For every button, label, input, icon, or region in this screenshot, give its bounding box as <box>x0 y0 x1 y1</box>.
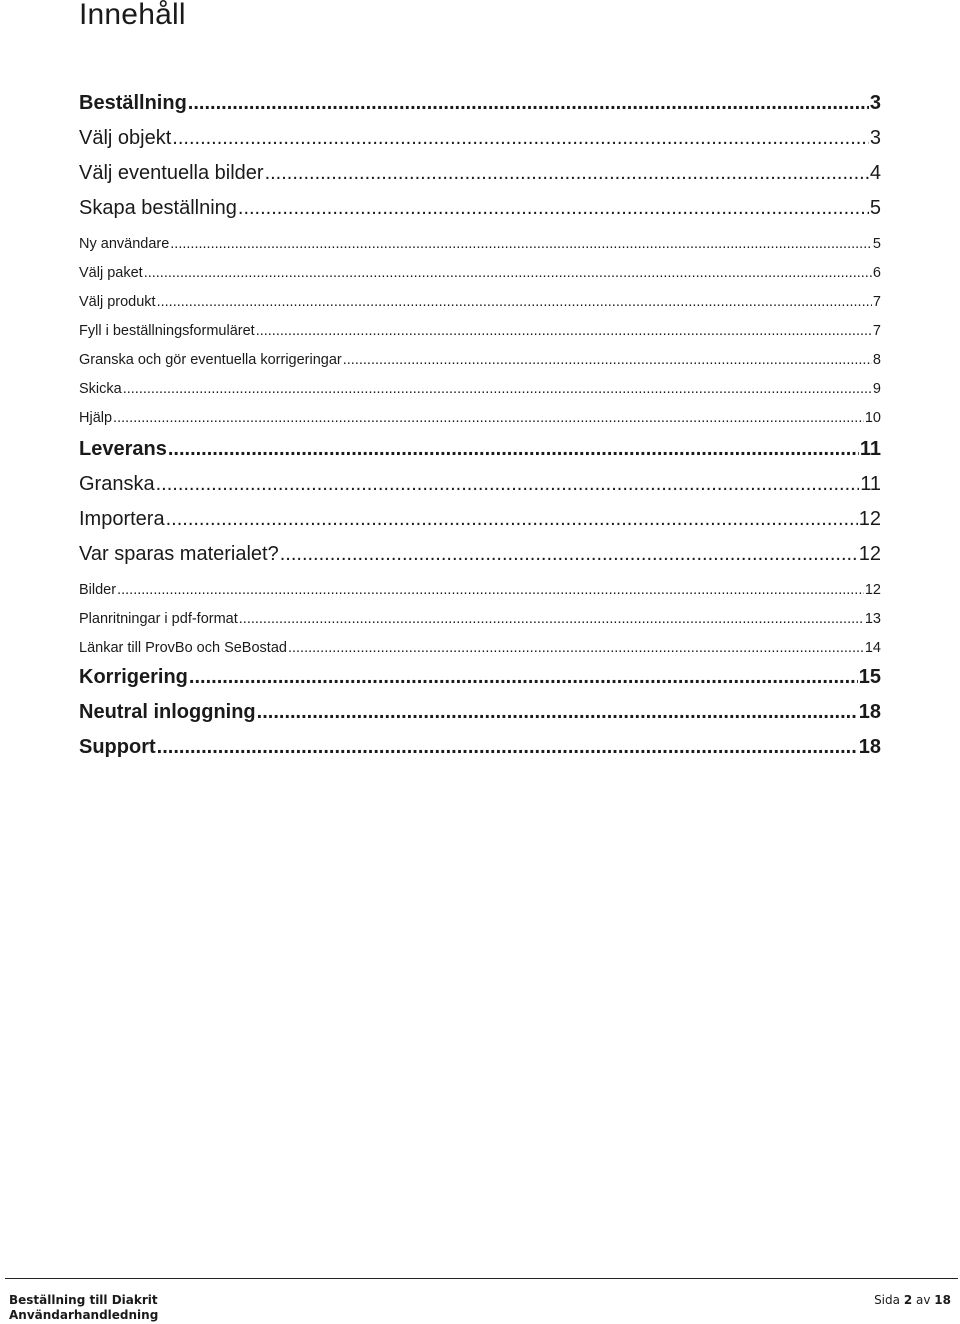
toc-entry-title: Ny användare <box>79 236 170 252</box>
footer-document-info <box>9 1293 158 1323</box>
footer-page-sep: av <box>916 1293 931 1307</box>
toc-entry[interactable] <box>79 543 881 566</box>
page-title: Innehåll <box>79 0 186 31</box>
toc-entry[interactable] <box>79 197 881 220</box>
toc-entry-title: Skicka <box>79 381 122 397</box>
toc-entry-title: Beställning <box>79 92 187 114</box>
toc-dot-leader <box>157 736 858 759</box>
toc-entry[interactable] <box>79 736 881 759</box>
toc-entry-page: 8 <box>872 352 881 368</box>
toc-dot-leader <box>156 473 860 496</box>
footer-document-title: Beställning till Diakrit <box>9 1293 158 1307</box>
toc-entry-title: Fyll i beställningsformuläret <box>79 323 255 339</box>
toc-entry-title: Support <box>79 736 156 758</box>
toc-entry-page: 14 <box>864 640 881 656</box>
toc-entry-page: 11 <box>859 438 881 460</box>
toc-dot-leader <box>170 236 872 252</box>
toc-entry-page: 12 <box>858 508 881 530</box>
toc-entry-title: Länkar till ProvBo och SeBostad <box>79 640 287 656</box>
toc-entry-title: Välj objekt <box>79 127 172 149</box>
toc-entry[interactable] <box>79 611 881 627</box>
toc-dot-leader <box>113 410 864 426</box>
toc-dot-leader <box>166 508 858 531</box>
toc-dot-leader <box>238 197 869 220</box>
toc-dot-leader <box>157 294 872 310</box>
toc-entry[interactable] <box>79 640 881 656</box>
toc-dot-leader <box>168 438 859 461</box>
toc-entry[interactable] <box>79 473 881 496</box>
toc-dot-leader <box>144 265 872 281</box>
toc-entry-title: Skapa beställning <box>79 197 237 219</box>
toc-entry-title: Välj eventuella bilder <box>79 162 264 184</box>
toc-entry-page: 18 <box>858 701 881 723</box>
toc-entry-page: 15 <box>858 666 881 688</box>
toc-dot-leader <box>189 666 858 689</box>
toc-entry[interactable] <box>79 294 881 310</box>
toc-entry[interactable] <box>79 438 881 461</box>
toc-entry[interactable] <box>79 508 881 531</box>
toc-dot-leader <box>117 582 864 598</box>
toc-entry-title: Neutral inloggning <box>79 701 256 723</box>
toc-entry-page: 10 <box>864 410 881 426</box>
toc-entry-title: Granska och gör eventuella korrigeringar <box>79 352 342 368</box>
toc-dot-leader <box>188 92 869 115</box>
toc-entry[interactable] <box>79 323 881 339</box>
toc-entry-page: 12 <box>864 582 881 598</box>
toc-dot-leader <box>280 543 858 566</box>
toc-dot-leader <box>265 162 869 185</box>
footer-divider <box>5 1278 958 1279</box>
toc-entry[interactable] <box>79 381 881 397</box>
toc-entry-title: Välj produkt <box>79 294 156 310</box>
toc-entry[interactable] <box>79 352 881 368</box>
toc-entry[interactable] <box>79 127 881 150</box>
toc-entry[interactable] <box>79 701 881 724</box>
toc-entry-title: Importera <box>79 508 165 530</box>
toc-entry[interactable] <box>79 92 881 115</box>
toc-entry-page: 7 <box>872 294 881 310</box>
toc-entry-title: Granska <box>79 473 155 495</box>
toc-entry-page: 5 <box>872 236 881 252</box>
toc-entry[interactable] <box>79 410 881 426</box>
toc-entry[interactable] <box>79 666 881 689</box>
toc-entry-page: 7 <box>872 323 881 339</box>
toc-entry-page: 3 <box>869 127 881 149</box>
toc-entry-title: Korrigering <box>79 666 188 688</box>
toc-dot-leader <box>288 640 864 656</box>
toc-dot-leader <box>257 701 858 724</box>
footer-page-number <box>874 1293 951 1308</box>
footer-page-total: 18 <box>934 1293 951 1307</box>
toc-entry-page: 11 <box>860 473 881 495</box>
footer-page-prefix: Sida <box>874 1293 900 1307</box>
toc-dot-leader <box>343 352 872 368</box>
toc-dot-leader <box>123 381 872 397</box>
toc-entry-title: Hjälp <box>79 410 113 426</box>
toc-entry[interactable] <box>79 582 881 598</box>
toc-entry-page: 13 <box>864 611 881 627</box>
footer-document-subtitle: Användarhandledning <box>9 1308 159 1322</box>
toc-entry-page: 9 <box>872 381 881 397</box>
toc-dot-leader <box>256 323 872 339</box>
toc-entry-page: 12 <box>858 543 881 565</box>
toc-entry-page: 6 <box>872 265 881 281</box>
toc-dot-leader <box>172 127 869 150</box>
toc-entry-page: 5 <box>869 197 881 219</box>
toc-entry[interactable] <box>79 236 881 252</box>
toc-entry-title: Bilder <box>79 582 117 598</box>
toc-entry-page: 3 <box>869 92 881 114</box>
toc-entry-page: 18 <box>858 736 881 758</box>
toc-entry-title: Planritningar i pdf-format <box>79 611 238 627</box>
toc-entry[interactable] <box>79 265 881 281</box>
toc-entry-page: 4 <box>869 162 881 184</box>
footer-page-current: 2 <box>903 1293 913 1307</box>
toc-entry-title: Var sparas materialet? <box>79 543 279 565</box>
toc-entry-title: Välj paket <box>79 265 143 281</box>
toc-entry-title: Leverans <box>79 438 167 460</box>
toc-entry[interactable] <box>79 162 881 185</box>
toc-dot-leader <box>239 611 864 627</box>
